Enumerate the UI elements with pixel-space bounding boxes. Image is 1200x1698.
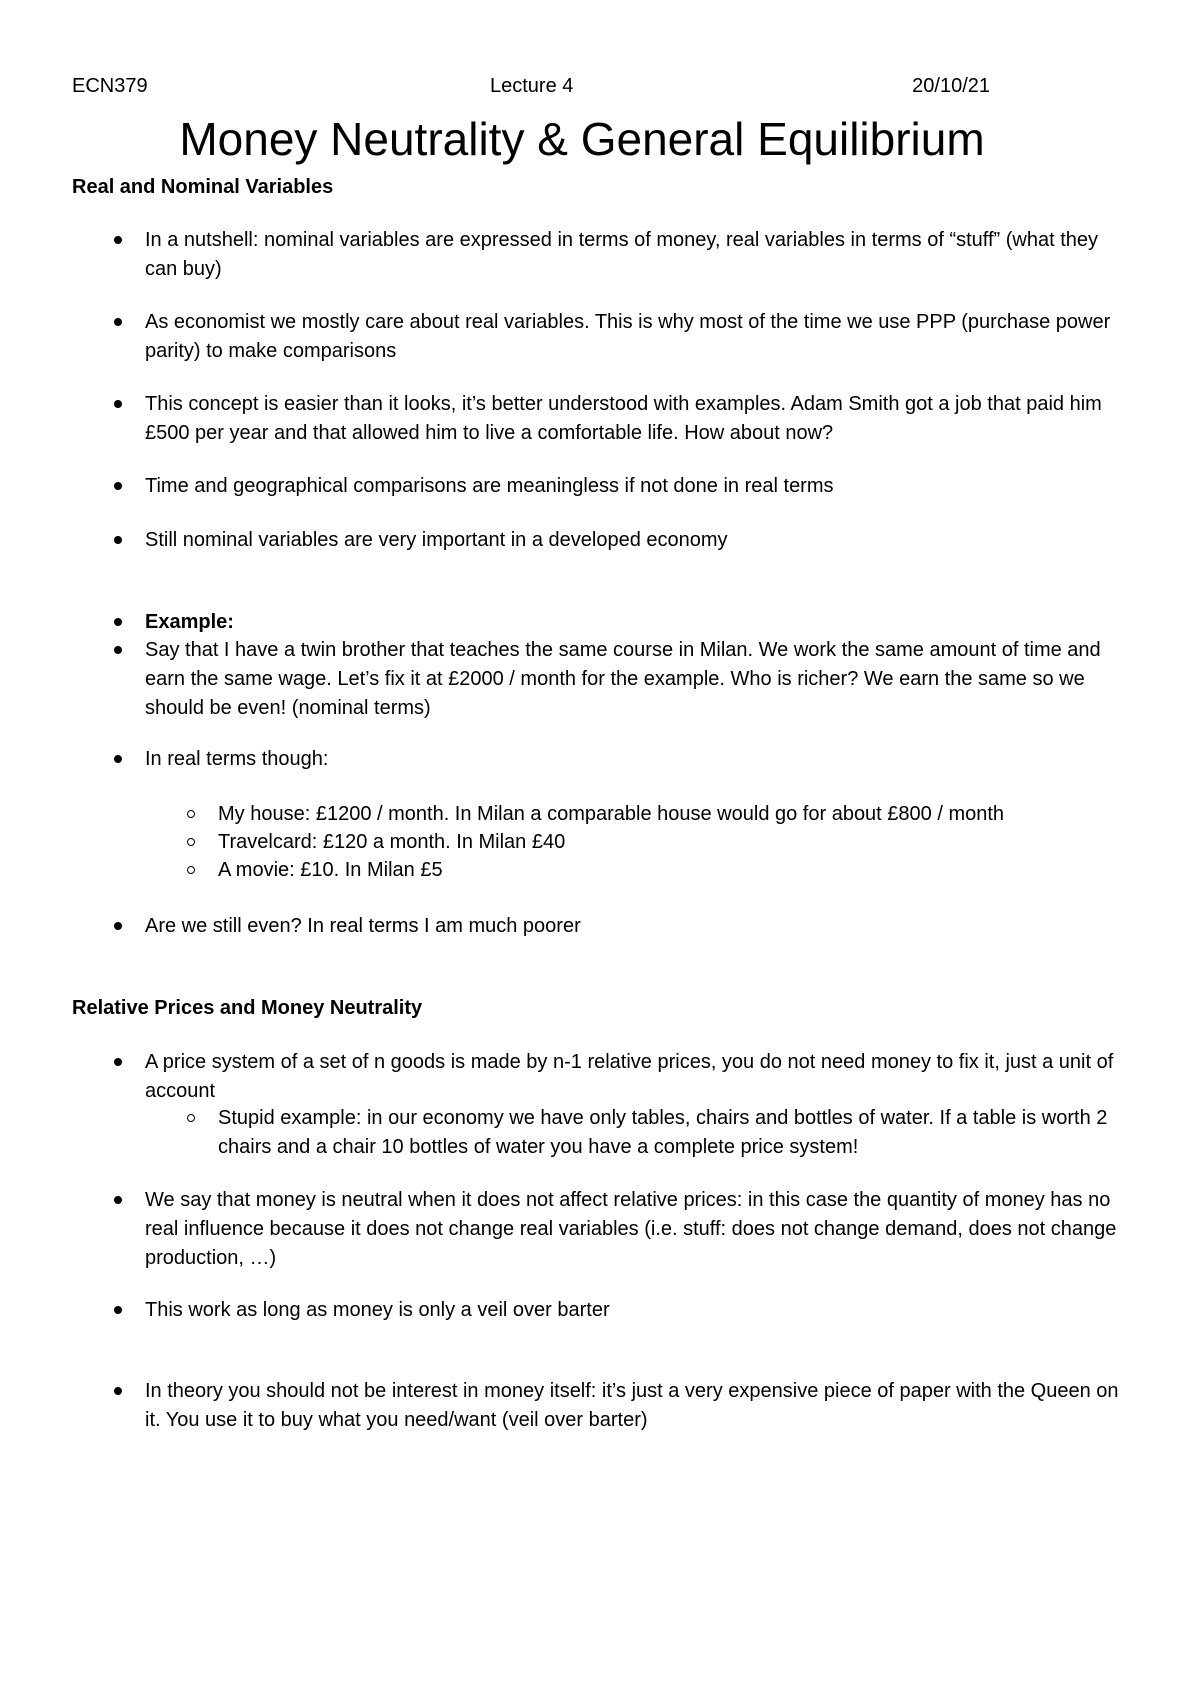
- list-item: In real terms though:: [145, 745, 1135, 774]
- sub-list-item: Travelcard: £120 a month. In Milan £40: [218, 828, 1138, 857]
- lecture-date: 20/10/21: [912, 75, 990, 97]
- list-item: We say that money is neutral when it does not affect relative prices: in this case the quantity of money has no real influence because it does not change real variables (i.e. stuff: does not change demand, does not change production, …): [145, 1186, 1135, 1273]
- list-item: This work as long as money is only a veil over barter: [145, 1296, 1135, 1325]
- sub-list-item: A movie: £10. In Milan £5: [218, 856, 1138, 885]
- list-item: In theory you should not be interest in money itself: it’s just a very expensive piece of paper with the Queen on it. You use it to buy what you need/want (veil over barter): [145, 1377, 1135, 1435]
- list-item: A price system of a set of n goods is made by n-1 relative prices, you do not need money to fix it, just a unit of account: [145, 1048, 1135, 1106]
- section-heading-real-nominal: Real and Nominal Variables: [72, 176, 334, 198]
- list-item: Time and geographical comparisons are meaningless if not done in real terms: [145, 472, 1135, 501]
- list-item: In a nutshell: nominal variables are expressed in terms of money, real variables in terms of “stuff” (what they can buy): [145, 226, 1135, 284]
- list-item-example: Example:: [145, 608, 1135, 637]
- list-item: Are we still even? In real terms I am much poorer: [145, 912, 1135, 941]
- page-title: Money Neutrality & General Equilibrium: [179, 113, 985, 165]
- sub-list-item: My house: £1200 / month. In Milan a comparable house would go for about £800 / month: [218, 800, 1138, 829]
- sub-list-item: Stupid example: in our economy we have only tables, chairs and bottles of water. If a table is worth 2 chairs and a chair 10 bottles of water you have a complete price system!: [218, 1104, 1138, 1162]
- section-heading-relative-prices: Relative Prices and Money Neutrality: [72, 997, 423, 1019]
- list-item: Still nominal variables are very important in a developed economy: [145, 526, 1135, 555]
- course-code: ECN379: [72, 75, 148, 97]
- list-item: This concept is easier than it looks, it’s better understood with examples. Adam Smith got a job that paid him £500 per year and that allowed him to live a comfortable life. How about now?: [145, 390, 1135, 448]
- list-item: Say that I have a twin brother that teaches the same course in Milan. We work the same amount of time and earn the same wage. Let’s fix it at £2000 / month for the example. Who is richer? We earn the same so we should be even! (nominal terms): [145, 636, 1135, 723]
- list-item: As economist we mostly care about real variables. This is why most of the time we use PPP (purchase power parity) to make comparisons: [145, 308, 1135, 366]
- lecture-number: Lecture 4: [490, 75, 574, 97]
